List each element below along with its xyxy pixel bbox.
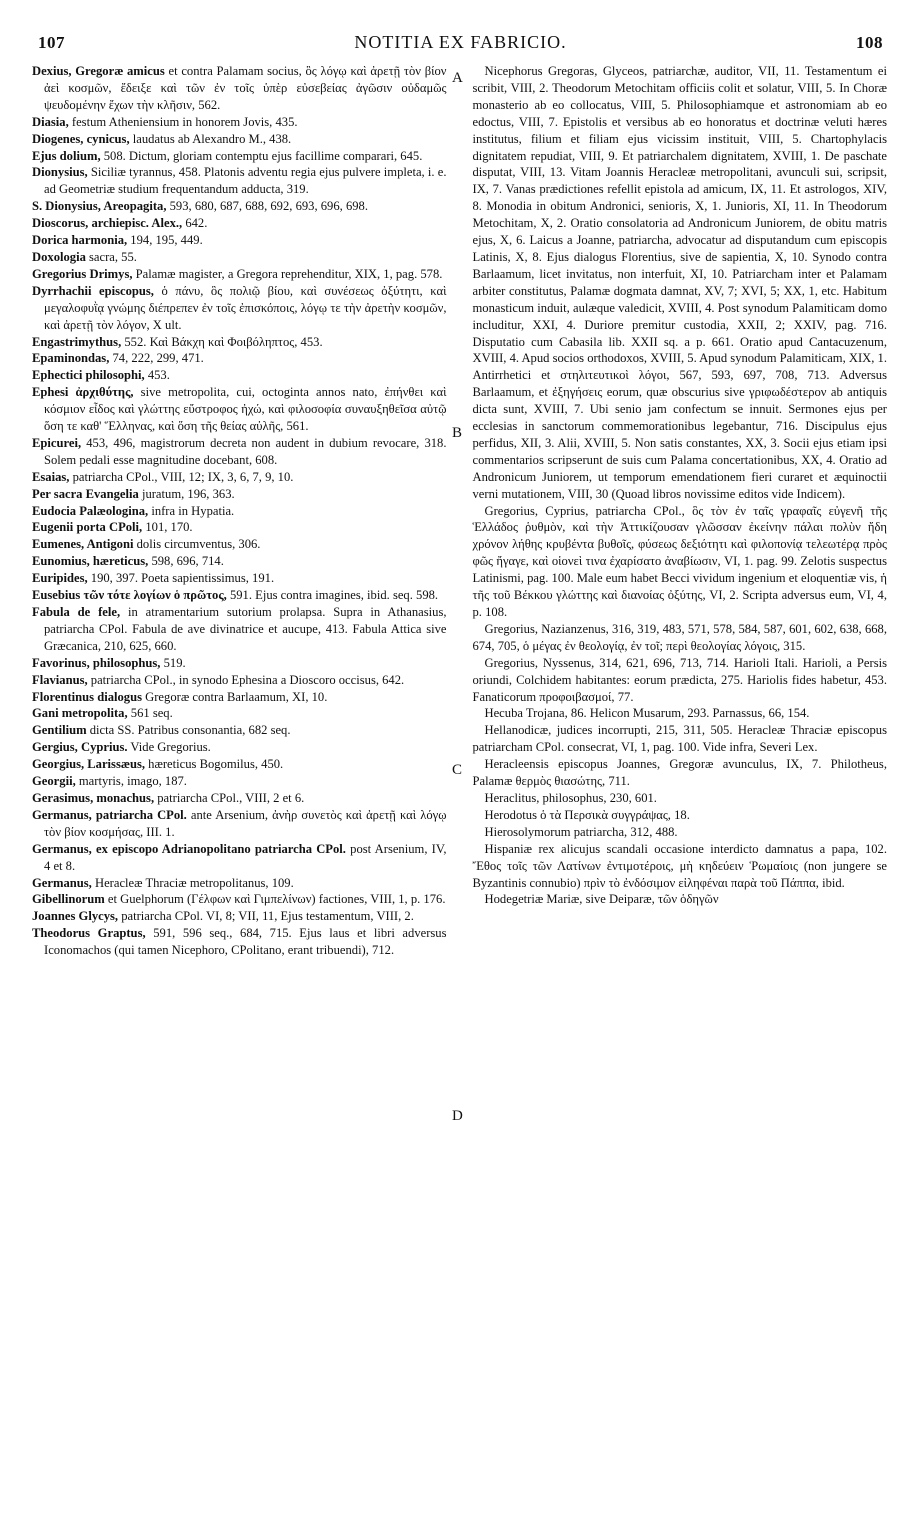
two-column-body <box>32 63 887 959</box>
index-entry <box>32 536 447 553</box>
index-entry <box>32 266 447 283</box>
entry-text: Heraclitus, philosophus, 230, 601. <box>484 790 657 805</box>
index-entry <box>32 705 447 722</box>
index-entry <box>32 756 447 773</box>
entry-text: et contra Palamam socius, ὃς λόγῳ καὶ ἀρετῇ τὸν βίον ἀεὶ κοσμῶν, ἔδειξε καὶ τῶν ἐν τοῖς ὑπὲρ εὐσεβείας ἀγῶσιν οὐδαμῶς ψευδομένην ἔχων τὴν κλῆσιν, 562. <box>44 64 447 112</box>
entry-text: sacra, 55. <box>85 249 137 264</box>
entry-text: Gregorius, Nazianzenus, 316, 319, 483, 571, 578, 584, 587, 601, 602, 638, 668, 674, 705, ὁ μέγας ἐν θεολογίᾳ, ἐν τοῖ; περὶ θεολογίας λόγοις, 315. <box>472 621 887 653</box>
index-entry <box>32 739 447 756</box>
entry-text: post Arsenium, IV, 4 et 8. <box>44 841 447 873</box>
entry-text: Gregorius, Nyssenus, 314, 621, 696, 713, 714. Harioli Itali. Harioli, a Persis oriundi, Colchidem habitantes: eorum prædicta, 275. Hariolis fides habetur, 453. Fanaticorum προφοιβασμοί, 77. <box>472 655 887 704</box>
index-entry <box>473 655 888 706</box>
entry-heading: Doxologia <box>32 249 86 264</box>
index-entry <box>473 503 888 621</box>
entry-text: 591, 596 seq., 684, 715. Ejus laus et libri adversus Iconomachos (qui tamen Nicephoro, CPolitano, erant tribuendi), 712. <box>44 926 447 958</box>
entry-heading: Dyrrhachii episcopus, <box>32 283 154 298</box>
entry-text: Heracleæ Thraciæ metropolitanus, 109. <box>91 875 294 890</box>
entry-text: Hodegetriæ Mariæ, sive Deiparæ, τῶν ὁδηγῶν <box>484 892 719 907</box>
index-entry <box>32 908 447 925</box>
page-number-right: 108 <box>856 33 883 52</box>
entry-text: 190, 397. Poeta sapientissimus, 191. <box>87 571 275 586</box>
index-entry <box>32 367 447 384</box>
entry-text: Gregoræ contra Barlaamum, XI, 10. <box>142 689 328 704</box>
index-entry <box>473 824 888 841</box>
entry-text: patriarcha CPol., in synodo Ephesina a Dioscoro occisus, 642. <box>87 672 405 687</box>
index-entry <box>32 435 447 469</box>
index-entry <box>32 689 447 706</box>
entry-text: Hispaniæ rex alicujus scandali occasione interdicto damnatus a papa, 102. Ἔθος τοῖς τῶν Λατίνων ἐντιμοτέροις, μὴ κηδεύειν Ῥωμαίοις (non jungere se Byzantinis connubio) πρὶν τὸ ἐνδόσιμον εἰληφέναι παρὰ τοῦ Πάππα, ibid. <box>472 841 887 890</box>
entry-heading: Dorica harmonia, <box>32 233 128 248</box>
entry-heading: Eumenes, Antigoni <box>32 537 134 552</box>
entry-heading: Epicurei, <box>32 435 82 450</box>
index-entry <box>473 891 888 908</box>
entry-text: et Guelphorum (Γέλφων καὶ Γιμπελίνων) factiones, VIII, 1, p. 176. <box>104 892 446 907</box>
entry-heading: Germanus, ex episcopo Adrianopolitano patriarcha CPol. <box>32 841 346 856</box>
index-entry <box>32 469 447 486</box>
entry-text: Siciliæ tyrannus, 458. Platonis adventu regia ejus pulvere impleta, i. e. ad Geometriæ studium frequentandum adducta, 319. <box>44 165 447 197</box>
entry-heading: Diasia, <box>32 114 69 129</box>
entry-heading: Euripides, <box>32 571 88 586</box>
index-entry <box>32 283 447 334</box>
index-entry <box>32 249 447 266</box>
entry-heading: Eudocia Palæologina, <box>32 503 149 518</box>
index-entry <box>32 215 447 232</box>
index-entry <box>32 773 447 790</box>
entry-text: dolis circumventus, 306. <box>133 537 261 552</box>
entry-text: patriarcha CPol., VIII, 2 et 6. <box>154 790 305 805</box>
entry-text: 508. Dictum, gloriam contemptu ejus facillime comparari, 645. <box>100 148 423 163</box>
entry-text: hæreticus Bogomilus, 450. <box>145 757 284 772</box>
entry-text: patriarcha CPol., VIII, 12; IX, 3, 6, 7, 9, 10. <box>69 469 294 484</box>
index-entry <box>32 553 447 570</box>
entry-heading: Esaias, <box>32 469 70 484</box>
entry-text: 519. <box>160 655 186 670</box>
entry-heading: Germanus, <box>32 875 92 890</box>
index-entry <box>32 503 447 520</box>
index-entry <box>32 790 447 807</box>
entry-text: Vide Gregorius. <box>127 740 211 755</box>
right-column <box>473 63 888 959</box>
index-entry <box>473 621 888 655</box>
left-column <box>32 63 447 959</box>
entry-text: Hecuba Trojana, 86. Helicon Musarum, 293. Parnassus, 66, 154. <box>484 706 810 721</box>
entry-text: 453, 496, magistrorum decreta non audent in dubium revocare, 318. Solem pedali esse magnitudine docebant, 608. <box>44 435 447 467</box>
entry-heading: Ephectici philosophi, <box>32 368 145 383</box>
index-entry <box>32 164 447 198</box>
entry-text: Hellanodicæ, judices incorrupti, 215, 311, 505. Heracleæ Thraciæ episcopus patriarcham CPol. consecrat, VI, 1, pag. 100. Vide infra, Severi Lex. <box>472 723 887 755</box>
index-entry <box>473 841 888 892</box>
entry-text: 552. Καὶ Βάκχη καὶ Φοιβόληπτος, 453. <box>121 334 323 349</box>
entry-heading: Joannes Glycys, <box>32 909 119 924</box>
index-entry <box>32 925 447 959</box>
entry-text: 598, 696, 714. <box>148 554 224 569</box>
index-entry <box>32 486 447 503</box>
entry-heading: Dioscorus, archiepisc. Alex., <box>32 216 183 231</box>
entry-text: Palamæ magister, a Gregora reprehenditur, XIX, 1, pag. 578. <box>132 266 443 281</box>
entry-text: juratum, 196, 363. <box>138 486 235 501</box>
entry-heading: Florentinus dialogus <box>32 689 142 704</box>
entry-heading: Germanus, patriarcha CPol. <box>32 807 187 822</box>
entry-text: 101, 170. <box>142 520 193 535</box>
index-entry <box>32 570 447 587</box>
entry-heading: Engastrimythus, <box>32 334 122 349</box>
entry-heading: Dionysius, <box>32 165 88 180</box>
index-entry <box>32 587 447 604</box>
entry-heading: Eugenii porta CPoli, <box>32 520 143 535</box>
entry-heading: Diogenes, cynicus, <box>32 131 130 146</box>
entry-text: in atramentarium sutorium prolapsa. Supra in Athanasius, patriarcha CPol. Fabula de ave divinatrice et aucupe, 413. Fabula Attica sive Græcanica, 210, 625, 660. <box>44 605 447 653</box>
entry-heading: Gerasimus, monachus, <box>32 790 155 805</box>
entry-text: 194, 195, 449. <box>127 233 203 248</box>
entry-heading: Gentilium <box>32 723 87 738</box>
entry-text: Nicephorus Gregoras, Glyceos, patriarchæ, auditor, VII, 11. Testamentum ei scribit, VIII, 2. Theodorum Metochitam officiis colit et solatur, VIII, 5. In Choræ monasterio ab eo collocatus, VIII, 5. Philosophiamque et astronomiam ab eo edoctus, VIII, 7. Epistolis et versibus ab eo honoratus et doctrinæ veluti hæres institutus, filium et filiam ejus vicissim instituit, VIII, 5. Chartophylacis dignitatem repudiat, VIII, 9. Et patriarchalem dignitatem, XVIII, 1. De paschate disputat, VIII, 13. Vitam Joannis Heracleæ metropolitani, avunculi sui, scripsit, IX, 7. Vanas prædictiones refellit epistola ad amicum, IX, 11. Et astrologos, XIV, 8. Monodia in obitum Andronici, senioris, X, 1. Junioris, XI, 11. In Theodorum Metochitam, X, 2. Oratio consolatoria ad Andronicum Juniorem, de obitu matris ejus, X, 6. Laicus a Joanne, patriarcha, advocatur ad disputandum cum episcopis Latinis, X, 8. Ejus dialogus Florentius, sive de sapientia, X, 10. Synodo contra Barlaamum, licet invitatus, non interfuit, XI, 10. Patriarcham inter et Palamam arbiter constitutus, Palamæ dogmata damnat, XV, 7; XVI, 5; XX, 1, etc. Habitum monasticum induit, aulæque valedicit, XVIII, 4. Post synodum Palamiticam domo includitur, XXI, 4. Duriore premitur custodia, XXII, 2; XXIV, pag. 716. Disputatio cum Cabasila lib. XXII sq. a p. 661. Oratio apud Cantacuzenum, XVIII, 4. Apud socios orthodoxos, XVIII, 5. Apud synodum Palamiticam, XIX, 1. Antirrhetici et στηλιτευτικοὶ λόγοι, 567, 593, 697, 708, 713. Adversus Barlaamum, et ἐξηγήσεις eorum, quæ obscurius sive γριφωδέστερον ab antiquis dicta sunt, XVIII, 7. Ubi senio jam confectum se innuit. Sermones ejus per ecclesias in sanctorum commemorationibus legebantur, 716. Discipulus ejus perfidus, XII, 3. Alii, XVIII, 5. Non satis constantes, XX, 3. Socii ejus etiam ipsi commentarios scripserunt de suis cum Palama concertationibus, XX, 4. Oratio ad Andronicum Juniorem, ut temporum emendationem fieri curaret et æquinoctii verni mutationem, VIII, 30 (Quoad libros novissime editos vide Indicem). <box>472 64 888 501</box>
margin-letter: B <box>452 425 463 441</box>
entry-text: Gregorius, Cyprius, patriarcha CPol., ὃς τὸν ἐν ταῖς γραφαῖς εὐγενῆ τῆς Ἑλλάδος ῥυθμὸν, καὶ τὴν Ἀττικίζουσαν γλῶσσαν ἐκείνην πάλαι πολὺν ἤδη χρόνον λήθης κρυβέντα βυθοῖς, φύσεως δεξιότητι καὶ φιλοπονίᾳ τελεωτέρᾳ πρὸς φῶς ἤγαγε, καὶ οἱονεὶ τινα ἐχαρίσατο ἀναβίωσιν, VI, 1. pag. 99. Zelotis suspectus Latinismi, pag. 100. Male eum habet Becci vividum ingenium et eloquentiæ vis, ἡ τῆς τοῦ Βέκκου γλώττης καὶ διανοίας ὀξύτης, VI, 2. Scripta adversus eum, VI, 4, p. 108. <box>472 503 887 619</box>
index-entry <box>32 672 447 689</box>
index-entry <box>32 384 447 435</box>
entry-heading: Fabula de fele, <box>32 605 121 619</box>
index-entry <box>473 807 888 824</box>
entry-text: laudatus ab Alexandro M., 438. <box>129 131 292 146</box>
entry-heading: Gergius, Cyprius. <box>32 740 128 755</box>
index-entry <box>32 891 447 908</box>
margin-letter: A <box>452 70 463 86</box>
entry-heading: Eusebius τῶν τότε λογίων ὁ πρῶτος, <box>32 588 227 603</box>
entry-text: dicta SS. Patribus consonantia, 682 seq. <box>86 723 291 738</box>
index-entry <box>473 705 888 722</box>
entry-text: 642. <box>182 216 208 231</box>
entry-text: Hierosolymorum patriarcha, 312, 488. <box>484 824 678 839</box>
entry-text: martyris, imago, 187. <box>75 774 187 789</box>
index-entry <box>32 875 447 892</box>
entry-heading: Epaminondas, <box>32 351 110 366</box>
entry-heading: Georgii, <box>32 774 76 789</box>
index-entry <box>32 148 447 165</box>
entry-text: 593, 680, 687, 688, 692, 693, 696, 698. <box>166 199 368 214</box>
index-entry <box>473 790 888 807</box>
entry-heading: Flavianus, <box>32 672 88 687</box>
index-entry <box>32 807 447 841</box>
entry-text: Heracleensis episcopus Joannes, Gregoræ avunculus, IX, 7. Philotheus, Palamæ θερμὸς θιασώτης, 711. <box>472 757 887 789</box>
entry-text: Herodotus ὁ τὰ Περσικὰ συγγράψας, 18. <box>484 807 690 822</box>
entry-heading: Per sacra Evangelia <box>32 486 139 501</box>
entry-text: infra in Hypatia. <box>148 503 235 518</box>
entry-heading: Gregorius Drimys, <box>32 266 133 281</box>
index-entry <box>32 519 447 536</box>
index-entry <box>32 334 447 351</box>
index-entry <box>32 198 447 215</box>
page-header <box>38 32 883 53</box>
entry-text: ὁ πάνυ, ὃς πολιῷ βίου, καὶ συνέσεως ὀξύτητι, καὶ μεγαλοφυῒᾳ γνώμης διέπρεπεν ἐν τοῖς ἐπισκόποις, λόγῳ τε τὴν ἀρετὴν κοσμῶν, καὶ ἀρετῇ τὸν λόγον, X ult. <box>44 283 447 332</box>
entry-text: 453. <box>144 368 170 383</box>
entry-heading: Gani metropolita, <box>32 706 128 721</box>
entry-heading: S. Dionysius, Areopagita, <box>32 199 167 214</box>
entry-heading: Ephesi ἀρχιθύτης, <box>32 385 134 400</box>
index-entry <box>32 232 447 249</box>
index-entry <box>32 350 447 367</box>
index-entry <box>32 131 447 148</box>
page-number-left: 107 <box>38 33 65 52</box>
index-entry <box>32 114 447 131</box>
index-entry <box>32 604 447 655</box>
entry-text: sive metropolita, cui, octoginta annos nato, ἐπήνθει καὶ κόσμιον εἶδος καὶ γλώττης εὔστροφος ἠχώ, καὶ φιλοσοφία συναυξηθεῖσα αὐτῷ ὅση τε καθ' Ἕλληνας, καὶ ὅση τῆς θείας αὐλῆς, 561. <box>44 385 447 434</box>
index-entry <box>32 722 447 739</box>
index-entry <box>473 756 888 790</box>
margin-letter: C <box>452 762 463 778</box>
entry-heading: Theodorus Graptus, <box>32 926 146 941</box>
entry-text: patriarcha CPol. VI, 8; VII, 11, Ejus testamentum, VIII, 2. <box>118 909 414 924</box>
index-entry <box>473 722 888 756</box>
entry-heading: Georgius, Larissæus, <box>32 757 146 772</box>
index-entry <box>32 655 447 672</box>
entry-heading: Dexius, Gregoræ amicus <box>32 64 165 78</box>
entry-text: festum Atheniensium in honorem Jovis, 435. <box>68 114 298 129</box>
entry-text: 591. Ejus contra imagines, ibid. seq. 598. <box>226 588 439 603</box>
entry-heading: Ejus dolium, <box>32 148 101 163</box>
page-title: NOTITIA EX FABRICIO. <box>354 32 567 52</box>
entry-text: ante Arsenium, ἀνὴρ συνετὸς καὶ ἀρετῇ καὶ λόγῳ τὸν βίον κοσμήσας, III. 1. <box>44 807 447 839</box>
index-entry <box>32 63 447 114</box>
entry-text: 561 seq. <box>127 706 173 721</box>
index-entry <box>32 841 447 875</box>
entry-heading: Eunomius, hæreticus, <box>32 554 149 569</box>
entry-text: 74, 222, 299, 471. <box>109 351 204 366</box>
entry-heading: Favorinus, philosophus, <box>32 655 161 670</box>
margin-letter: D <box>452 1108 463 1124</box>
entry-heading: Gibellinorum <box>32 892 105 907</box>
index-entry <box>473 63 888 503</box>
